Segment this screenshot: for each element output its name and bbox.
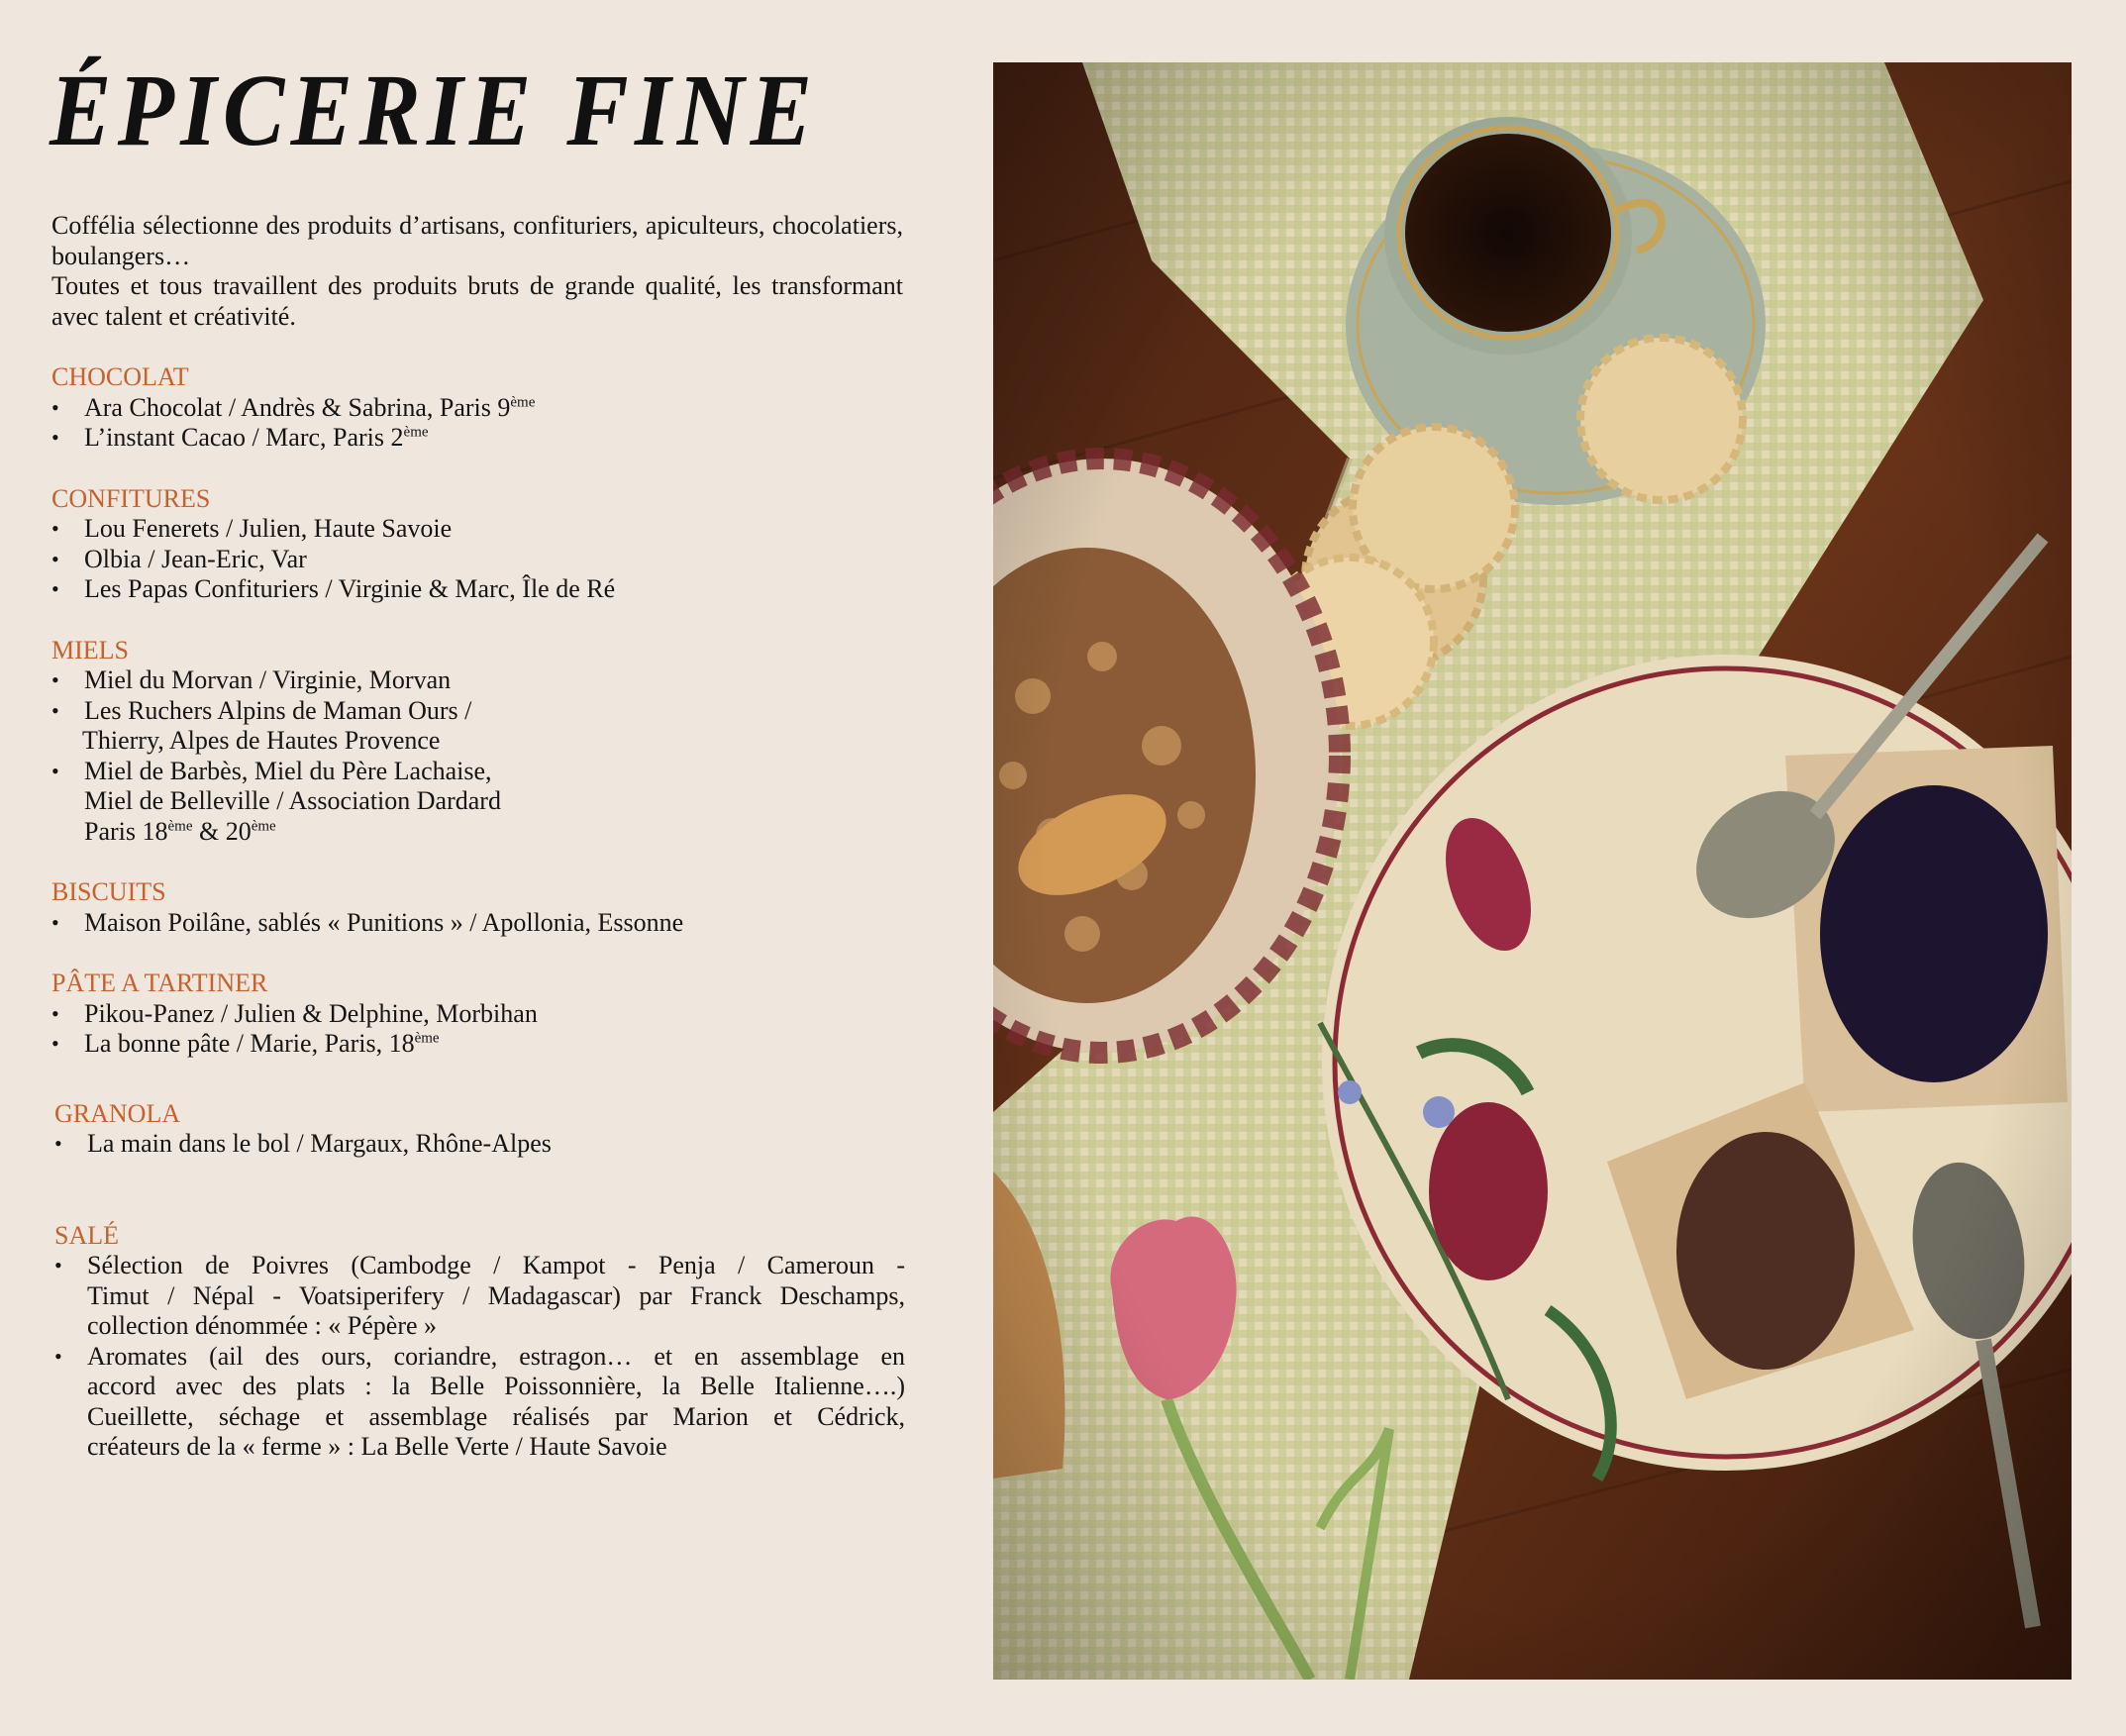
section-pate-a-tartiner: [51, 969, 903, 1060]
list-item: [54, 1129, 903, 1160]
list-item: [51, 1029, 903, 1060]
section-sale: [51, 1221, 903, 1463]
list-item-text: Miel de Belleville / Association Dardard: [84, 786, 501, 815]
list-item-text: Ara Chocolat / Andrès & Sabrina, Paris 9: [84, 392, 511, 422]
intro-paragraph-1: Coffélia sélectionne des produits d’artisans, confituriers, apiculteurs, chocolatiers, boulangers…: [51, 211, 903, 270]
list-item: [51, 665, 903, 696]
superscript: ème: [510, 393, 536, 410]
bullet-icon: •: [51, 546, 59, 571]
superscript: ème: [414, 1030, 440, 1047]
bullet-icon: •: [51, 909, 59, 935]
intro-paragraph-2: Toutes et tous travaillent des produits bruts de grande qualité, les transformant avec talent et créativité.: [51, 271, 903, 331]
list-item: [51, 999, 903, 1030]
intro-text: [51, 211, 903, 332]
list-item: [54, 1342, 905, 1463]
bullet-icon: •: [51, 576, 59, 601]
list-biscuits: [51, 908, 903, 939]
list-item-text: La main dans le bol / Margaux, Rhône-Alpes: [87, 1129, 552, 1158]
list-item: [51, 545, 903, 575]
bullet-icon: •: [51, 425, 59, 450]
list-item-text: & 20: [192, 816, 252, 846]
bullet-icon: •: [51, 697, 59, 723]
list-item-text: collection dénommée : « Pépère »: [87, 1311, 438, 1340]
page-title: ÉPICERIE FINE: [50, 53, 819, 167]
list-item-text: Maison Poilâne, sablés « Punitions » / Apollonia, Essonne: [84, 907, 684, 937]
section-title-pate-a-tartiner: PÂTE A TARTINER: [51, 969, 268, 997]
bullet-icon: •: [54, 1131, 62, 1156]
list-chocolat: [51, 393, 903, 454]
bullet-icon: •: [51, 1031, 59, 1056]
bullet-icon: •: [51, 758, 59, 783]
list-item-text: Les Ruchers Alpins de Maman Ours /: [84, 695, 472, 725]
breakfast-illustration: [993, 62, 2072, 1680]
list-item-text: La bonne pâte / Marie, Paris, 18: [84, 1029, 415, 1058]
list-miels: [51, 665, 903, 847]
list-item-text: L’instant Cacao / Marc, Paris 2: [84, 423, 404, 452]
list-item-text: Paris 18: [84, 816, 168, 846]
bullet-icon: •: [54, 1343, 62, 1369]
list-pate-a-tartiner: [51, 999, 903, 1060]
list-item: [51, 908, 903, 939]
section-title-biscuits: BISCUITS: [51, 877, 166, 906]
superscript: ème: [167, 817, 193, 834]
bullet-icon: •: [51, 394, 59, 420]
list-item-text: accord avec des plats : la Belle Poissonnière, la Belle Italienne….): [87, 1372, 905, 1400]
section-title-miels: MIELS: [51, 635, 129, 664]
list-item: [51, 757, 903, 848]
bullet-icon: •: [51, 667, 59, 692]
section-title-granola: GRANOLA: [54, 1098, 181, 1128]
bullet-icon: •: [51, 516, 59, 541]
list-item-text: Thierry, Alpes de Hautes Provence: [82, 726, 441, 755]
section-chocolat: [51, 362, 903, 454]
section-title-sale: SALÉ: [54, 1220, 119, 1250]
list-item-text: créateurs de la « ferme » : La Belle Verte / Haute Savoie: [87, 1432, 667, 1461]
section-title-confitures: CONFITURES: [51, 483, 211, 513]
content-column: [51, 211, 903, 1463]
list-item: [51, 696, 903, 757]
list-item-text: [84, 817, 903, 848]
list-item-text: Miel de Barbès, Miel du Père Lachaise,: [84, 756, 492, 785]
section-confitures: [51, 484, 903, 605]
bullet-icon: •: [54, 1253, 62, 1277]
list-item-text: Olbia / Jean-Eric, Var: [84, 544, 307, 573]
list-item: [51, 574, 903, 605]
section-title-chocolat: CHOCOLAT: [51, 362, 189, 391]
list-confitures: [51, 514, 903, 605]
superscript: ème: [251, 817, 276, 834]
bullet-icon: •: [51, 1000, 59, 1026]
list-item-text: Timut / Népal - Voatsiperifery / Madagascar) par Franck Deschamps,: [87, 1280, 905, 1310]
list-item-text: Cueillette, séchage et assemblage réalisés par Marion et Cédrick,: [87, 1401, 905, 1431]
list-item: [54, 1251, 905, 1342]
list-item-text: Pikou-Panez / Julien & Delphine, Morbihan: [84, 998, 538, 1028]
superscript: ème: [403, 424, 429, 441]
list-item-text: Les Papas Confituriers / Virginie & Marc, Île de Ré: [84, 574, 616, 603]
section-biscuits: [51, 877, 903, 938]
list-item-text: Sélection de Poivres (Cambodge / Kampot - Penja / Cameroun -: [87, 1251, 905, 1279]
list-granola: [54, 1129, 903, 1160]
list-item-text: Miel du Morvan / Virginie, Morvan: [84, 665, 452, 694]
list-item: [51, 393, 903, 424]
list-item: [51, 514, 903, 545]
list-item-text: Aromates (ail des ours, coriandre, estragon… et en assemblage en: [87, 1341, 905, 1371]
section-miels: [51, 636, 903, 848]
list-sale: [54, 1251, 903, 1463]
section-granola: [51, 1099, 903, 1160]
list-item: [51, 423, 903, 454]
list-item-text: Lou Fenerets / Julien, Haute Savoie: [84, 514, 453, 543]
breakfast-photo: [993, 62, 2072, 1680]
